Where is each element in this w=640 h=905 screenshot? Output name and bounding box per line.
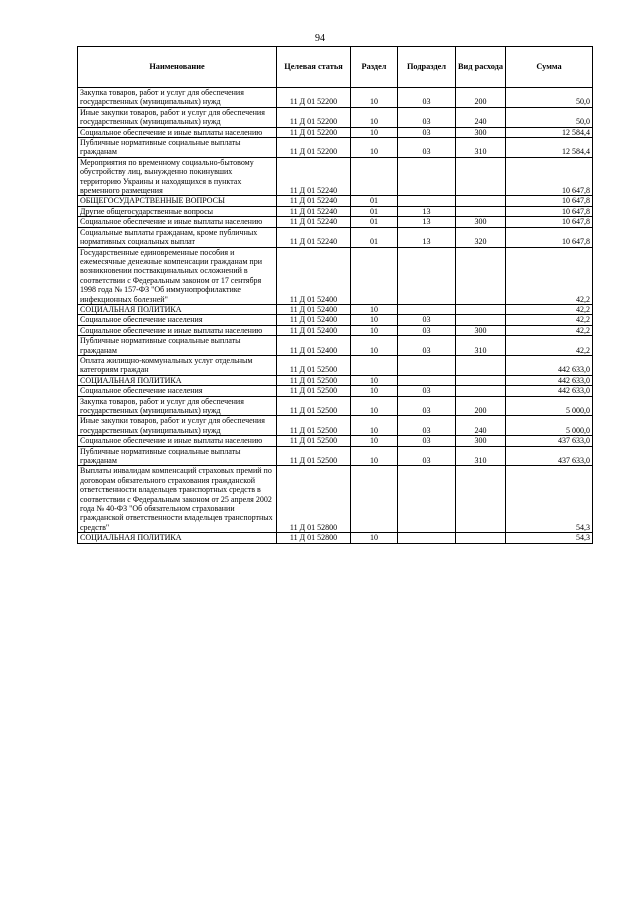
table-header-row xyxy=(78,47,593,88)
row-section-cell: 01 xyxy=(351,206,398,216)
row-name-cell: СОЦИАЛЬНАЯ ПОЛИТИКА xyxy=(78,375,277,385)
row-target-code-cell: 11 Д 01 52240 xyxy=(277,157,351,196)
row-target-code-cell: 11 Д 01 52800 xyxy=(277,466,351,533)
table-row xyxy=(78,466,593,533)
row-subsection-cell: 03 xyxy=(398,336,456,356)
row-name-cell: Публичные нормативные социальные выплаты гражданам xyxy=(78,336,277,356)
row-target-code-cell: 11 Д 01 52400 xyxy=(277,325,351,335)
table-row xyxy=(78,325,593,335)
row-sum-cell: 50,0 xyxy=(506,88,593,108)
row-target-code-cell: 11 Д 01 52500 xyxy=(277,375,351,385)
row-target-code-cell: 11 Д 01 52200 xyxy=(277,88,351,108)
header-target-code: Целевая статья xyxy=(277,47,351,88)
table-row xyxy=(78,107,593,127)
row-name-cell: Социальное обеспечение населения xyxy=(78,386,277,396)
row-target-code-cell: 11 Д 01 52800 xyxy=(277,533,351,543)
header-expense-type: Вид расхода xyxy=(456,47,506,88)
row-section-cell: 10 xyxy=(351,325,398,335)
row-subsection-cell: 03 xyxy=(398,325,456,335)
table-row xyxy=(78,533,593,543)
header-name: Наименование xyxy=(78,47,277,88)
row-section-cell: 10 xyxy=(351,446,398,466)
row-section-cell xyxy=(351,247,398,304)
row-name-cell: Другие общегосударственные вопросы xyxy=(78,206,277,216)
row-subsection-cell: 13 xyxy=(398,206,456,216)
row-name-cell: Социальное обеспечение и иные выплаты населению xyxy=(78,325,277,335)
row-subsection-cell: 03 xyxy=(398,138,456,158)
row-name-cell: Выплаты инвалидам компенсаций страховых премий по договорам обязательного страхования гражданской ответственности владельцев транспортных средств в соответствии с Федеральным законом от 25 апреля 2002 года № 40-ФЗ "Об обязательном страховании гражданской ответственности владельцев транспортных средств" xyxy=(78,466,277,533)
row-target-code-cell: 11 Д 01 52400 xyxy=(277,336,351,356)
row-section-cell xyxy=(351,466,398,533)
row-sum-cell: 10 647,8 xyxy=(506,206,593,216)
row-subsection-cell: 03 xyxy=(398,416,456,436)
row-subsection-cell xyxy=(398,304,456,314)
row-expense-type-cell xyxy=(456,466,506,533)
row-subsection-cell: 03 xyxy=(398,396,456,416)
row-name-cell: Социальное обеспечение и иные выплаты населению xyxy=(78,127,277,137)
row-expense-type-cell: 240 xyxy=(456,107,506,127)
row-expense-type-cell xyxy=(456,533,506,543)
row-section-cell: 01 xyxy=(351,227,398,247)
row-target-code-cell: 11 Д 01 52240 xyxy=(277,217,351,227)
row-sum-cell: 10 647,8 xyxy=(506,227,593,247)
row-sum-cell: 442 633,0 xyxy=(506,355,593,375)
row-expense-type-cell: 310 xyxy=(456,138,506,158)
row-sum-cell: 42,2 xyxy=(506,247,593,304)
row-section-cell: 01 xyxy=(351,196,398,206)
page-number: 94 xyxy=(315,33,325,44)
row-section-cell: 10 xyxy=(351,336,398,356)
row-sum-cell: 442 633,0 xyxy=(506,375,593,385)
row-section-cell: 10 xyxy=(351,396,398,416)
row-target-code-cell: 11 Д 01 52500 xyxy=(277,386,351,396)
table-row xyxy=(78,304,593,314)
row-sum-cell: 42,2 xyxy=(506,325,593,335)
row-sum-cell: 50,0 xyxy=(506,107,593,127)
table-row xyxy=(78,138,593,158)
row-name-cell: Социальные выплаты гражданам, кроме публичных нормативных социальных выплат xyxy=(78,227,277,247)
row-expense-type-cell xyxy=(456,206,506,216)
table-row xyxy=(78,315,593,325)
row-name-cell: Публичные нормативные социальные выплаты гражданам xyxy=(78,446,277,466)
row-target-code-cell: 11 Д 01 52200 xyxy=(277,107,351,127)
header-sum: Сумма xyxy=(506,47,593,88)
row-subsection-cell: 03 xyxy=(398,446,456,466)
row-sum-cell: 42,2 xyxy=(506,336,593,356)
row-section-cell: 10 xyxy=(351,88,398,108)
row-sum-cell: 12 584,4 xyxy=(506,138,593,158)
row-expense-type-cell xyxy=(456,247,506,304)
row-target-code-cell: 11 Д 01 52240 xyxy=(277,227,351,247)
row-section-cell: 10 xyxy=(351,533,398,543)
row-name-cell: Закупка товаров, работ и услуг для обеспечения государственных (муниципальных) нужд xyxy=(78,396,277,416)
row-subsection-cell: 03 xyxy=(398,88,456,108)
table-row xyxy=(78,375,593,385)
row-expense-type-cell: 310 xyxy=(456,446,506,466)
row-expense-type-cell xyxy=(456,157,506,196)
row-section-cell: 10 xyxy=(351,138,398,158)
table-row xyxy=(78,416,593,436)
row-name-cell: Мероприятия по временному социально-бытовому обустройству лиц, вынужденно покинувших территорию Украины и находящихся в пунктах временного размещения xyxy=(78,157,277,196)
row-section-cell: 10 xyxy=(351,127,398,137)
table-row xyxy=(78,196,593,206)
row-sum-cell: 437 633,0 xyxy=(506,436,593,446)
header-subsection: Подраздел xyxy=(398,47,456,88)
row-expense-type-cell xyxy=(456,386,506,396)
row-subsection-cell xyxy=(398,466,456,533)
row-sum-cell: 54,3 xyxy=(506,533,593,543)
row-sum-cell: 437 633,0 xyxy=(506,446,593,466)
table-row xyxy=(78,247,593,304)
row-name-cell: Иные закупки товаров, работ и услуг для обеспечения государственных (муниципальных) нужд xyxy=(78,416,277,436)
row-target-code-cell: 11 Д 01 52400 xyxy=(277,315,351,325)
row-section-cell: 01 xyxy=(351,217,398,227)
row-expense-type-cell xyxy=(456,304,506,314)
row-expense-type-cell: 300 xyxy=(456,217,506,227)
row-target-code-cell: 11 Д 01 52500 xyxy=(277,416,351,436)
row-target-code-cell: 11 Д 01 52500 xyxy=(277,396,351,416)
row-subsection-cell: 13 xyxy=(398,227,456,247)
row-section-cell: 10 xyxy=(351,386,398,396)
row-subsection-cell: 03 xyxy=(398,107,456,127)
table-row xyxy=(78,227,593,247)
row-subsection-cell xyxy=(398,375,456,385)
row-target-code-cell: 11 Д 01 52500 xyxy=(277,355,351,375)
row-expense-type-cell: 200 xyxy=(456,88,506,108)
row-sum-cell: 12 584,4 xyxy=(506,127,593,137)
row-expense-type-cell xyxy=(456,375,506,385)
row-name-cell: Иные закупки товаров, работ и услуг для обеспечения государственных (муниципальных) нужд xyxy=(78,107,277,127)
row-section-cell: 10 xyxy=(351,315,398,325)
row-sum-cell: 10 647,8 xyxy=(506,157,593,196)
row-expense-type-cell: 300 xyxy=(456,325,506,335)
table-row xyxy=(78,355,593,375)
table-row xyxy=(78,436,593,446)
row-section-cell: 10 xyxy=(351,107,398,127)
row-subsection-cell xyxy=(398,355,456,375)
row-section-cell: 10 xyxy=(351,304,398,314)
table-row xyxy=(78,206,593,216)
row-subsection-cell xyxy=(398,247,456,304)
row-subsection-cell: 03 xyxy=(398,315,456,325)
row-name-cell: ОБЩЕГОСУДАРСТВЕННЫЕ ВОПРОСЫ xyxy=(78,196,277,206)
budget-table xyxy=(77,46,593,544)
row-subsection-cell xyxy=(398,157,456,196)
table-row xyxy=(78,336,593,356)
row-name-cell: Социальное обеспечение и иные выплаты населению xyxy=(78,217,277,227)
row-expense-type-cell: 310 xyxy=(456,336,506,356)
row-target-code-cell: 11 Д 01 52500 xyxy=(277,446,351,466)
row-name-cell: Социальное обеспечение населения xyxy=(78,315,277,325)
row-expense-type-cell xyxy=(456,315,506,325)
table-row xyxy=(78,386,593,396)
table-row xyxy=(78,157,593,196)
header-section: Раздел xyxy=(351,47,398,88)
row-subsection-cell: 03 xyxy=(398,386,456,396)
row-subsection-cell xyxy=(398,533,456,543)
row-expense-type-cell: 240 xyxy=(456,416,506,436)
row-sum-cell: 10 647,8 xyxy=(506,217,593,227)
row-sum-cell: 42,2 xyxy=(506,315,593,325)
row-expense-type-cell: 200 xyxy=(456,396,506,416)
row-sum-cell: 54,3 xyxy=(506,466,593,533)
row-subsection-cell: 13 xyxy=(398,217,456,227)
row-subsection-cell: 03 xyxy=(398,436,456,446)
row-name-cell: Закупка товаров, работ и услуг для обеспечения государственных (муниципальных) нужд xyxy=(78,88,277,108)
table-row xyxy=(78,127,593,137)
table-row xyxy=(78,446,593,466)
row-name-cell: Социальное обеспечение и иные выплаты населению xyxy=(78,436,277,446)
row-sum-cell: 42,2 xyxy=(506,304,593,314)
row-target-code-cell: 11 Д 01 52400 xyxy=(277,304,351,314)
row-target-code-cell: 11 Д 01 52200 xyxy=(277,127,351,137)
row-target-code-cell: 11 Д 01 52200 xyxy=(277,138,351,158)
table-row xyxy=(78,88,593,108)
row-target-code-cell: 11 Д 01 52240 xyxy=(277,196,351,206)
row-subsection-cell xyxy=(398,196,456,206)
row-expense-type-cell: 300 xyxy=(456,127,506,137)
row-section-cell: 10 xyxy=(351,436,398,446)
row-section-cell: 10 xyxy=(351,416,398,436)
row-target-code-cell: 11 Д 01 52400 xyxy=(277,247,351,304)
row-subsection-cell: 03 xyxy=(398,127,456,137)
table-row xyxy=(78,217,593,227)
row-expense-type-cell: 320 xyxy=(456,227,506,247)
row-target-code-cell: 11 Д 01 52500 xyxy=(277,436,351,446)
row-expense-type-cell xyxy=(456,355,506,375)
row-section-cell: 10 xyxy=(351,375,398,385)
row-sum-cell: 442 633,0 xyxy=(506,386,593,396)
row-sum-cell: 10 647,8 xyxy=(506,196,593,206)
row-section-cell xyxy=(351,157,398,196)
row-sum-cell: 5 000,0 xyxy=(506,416,593,436)
row-name-cell: СОЦИАЛЬНАЯ ПОЛИТИКА xyxy=(78,304,277,314)
row-target-code-cell: 11 Д 01 52240 xyxy=(277,206,351,216)
row-name-cell: Государственные единовременные пособия и ежемесячные денежные компенсации гражданам при возникновении поствакцинальных осложнений в соответствии с Федеральным законом от 17 сентября 1998 года № 157-ФЗ "Об иммунопрофилактике инфекционных болезней" xyxy=(78,247,277,304)
row-name-cell: Оплата жилищно-коммунальных услуг отдельным категориям граждан xyxy=(78,355,277,375)
table-row xyxy=(78,396,593,416)
row-section-cell xyxy=(351,355,398,375)
row-expense-type-cell xyxy=(456,196,506,206)
row-sum-cell: 5 000,0 xyxy=(506,396,593,416)
row-name-cell: СОЦИАЛЬНАЯ ПОЛИТИКА xyxy=(78,533,277,543)
row-name-cell: Публичные нормативные социальные выплаты гражданам xyxy=(78,138,277,158)
row-expense-type-cell: 300 xyxy=(456,436,506,446)
